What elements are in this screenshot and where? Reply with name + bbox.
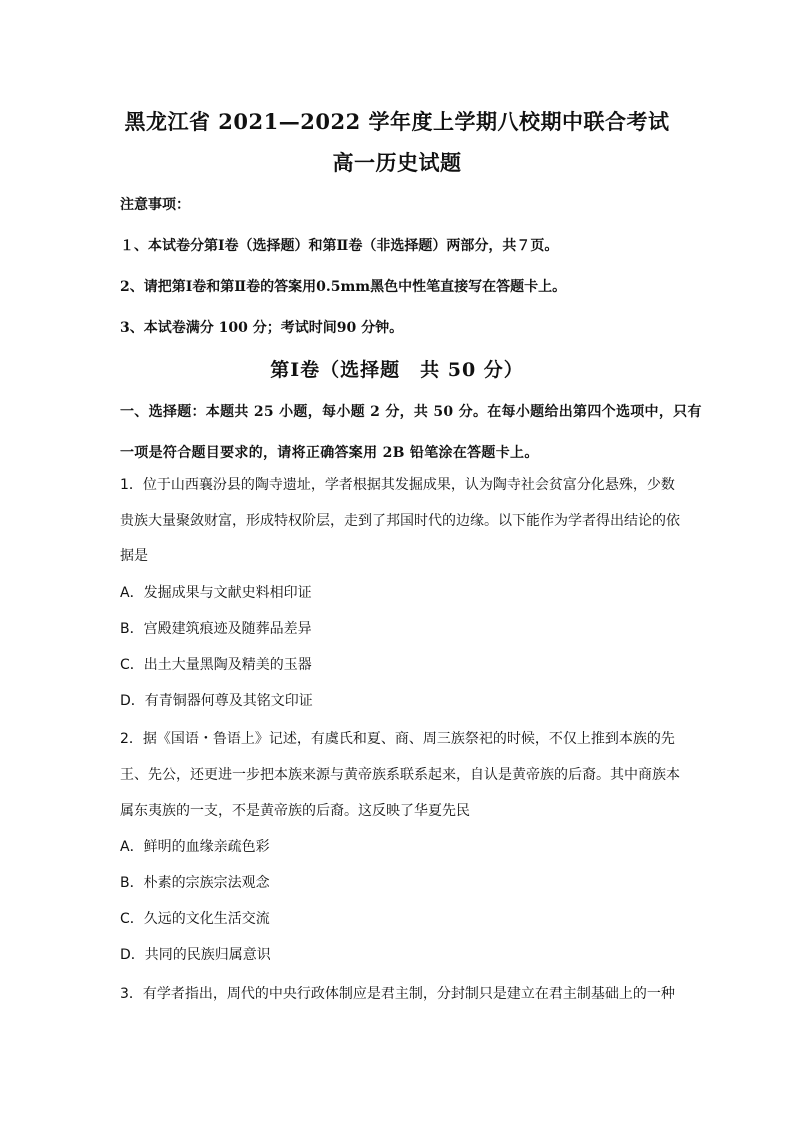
notice-item: 2、请把第Ⅰ卷和第Ⅱ卷的答案用0.5mm黑色中性笔直接写在答题卡上。: [120, 279, 567, 295]
question-stem: 属东夷族的一支，不是黄帝族的后裔。这反映了华夏先民: [120, 803, 470, 819]
question-option: A．鲜明的血缘亲疏色彩: [120, 839, 270, 855]
notice-heading: 注意事项：: [120, 197, 190, 213]
question-option: C．出土大量黑陶及精美的玉器: [120, 657, 312, 673]
exam-subtitle: 高一历史试题: [332, 150, 462, 175]
question-stem: 贵族大量聚敛财富，形成特权阶层，走到了邦国时代的边缘。以下能作为学者得出结论的依: [120, 513, 680, 529]
exam-title: 黑龙江省 2021—2022 学年度上学期八校期中联合考试: [124, 109, 670, 134]
question-option: D．有青铜器何尊及其铭文印证: [120, 693, 313, 709]
question-option: C．久远的文化生活交流: [120, 911, 270, 927]
notice-item: １、本试卷分第Ⅰ卷（选择题）和第Ⅱ卷（非选择题）两部分，共７页。: [120, 238, 559, 254]
question-stem: 3．有学者指出，周代的中央行政体制应是君主制，分封制只是建立在君主制基础上的一种: [120, 986, 675, 1002]
section-title: 第Ⅰ卷（选择题 共 50 分）: [270, 359, 524, 381]
notice-item: 3、本试卷满分 100 分；考试时间90 分钟。: [120, 320, 404, 336]
question-option: B．宫殿建筑痕迹及随葬品差异: [120, 621, 312, 637]
question-option: B．朴素的宗族宗法观念: [120, 875, 270, 891]
question-option: A．发掘成果与文献史料相印证: [120, 585, 312, 601]
question-stem: 王、先公，还更进一步把本族来源与黄帝族系联系起来，自认是黄帝族的后裔。其中商族本: [120, 767, 680, 783]
question-stem: 据是: [120, 548, 148, 564]
section-instruction: 一项是符合题目要求的，请将正确答案用 2B 铅笔涂在答题卡上。: [120, 445, 539, 461]
section-instruction: 一、选择题：本题共 25 小题，每小题 2 分，共 50 分。在每小题给出第四个选项中，只有: [120, 404, 702, 420]
question-stem: 1．位于山西襄汾县的陶寺遗址，学者根据其发掘成果，认为陶寺社会贫富分化悬殊，少数: [120, 477, 675, 493]
question-stem: 2．据《国语・鲁语上》记述，有虞氏和夏、商、周三族祭祀的时候，不仅上推到本族的先: [120, 731, 675, 747]
question-option: D．共同的民族归属意识: [120, 947, 271, 963]
